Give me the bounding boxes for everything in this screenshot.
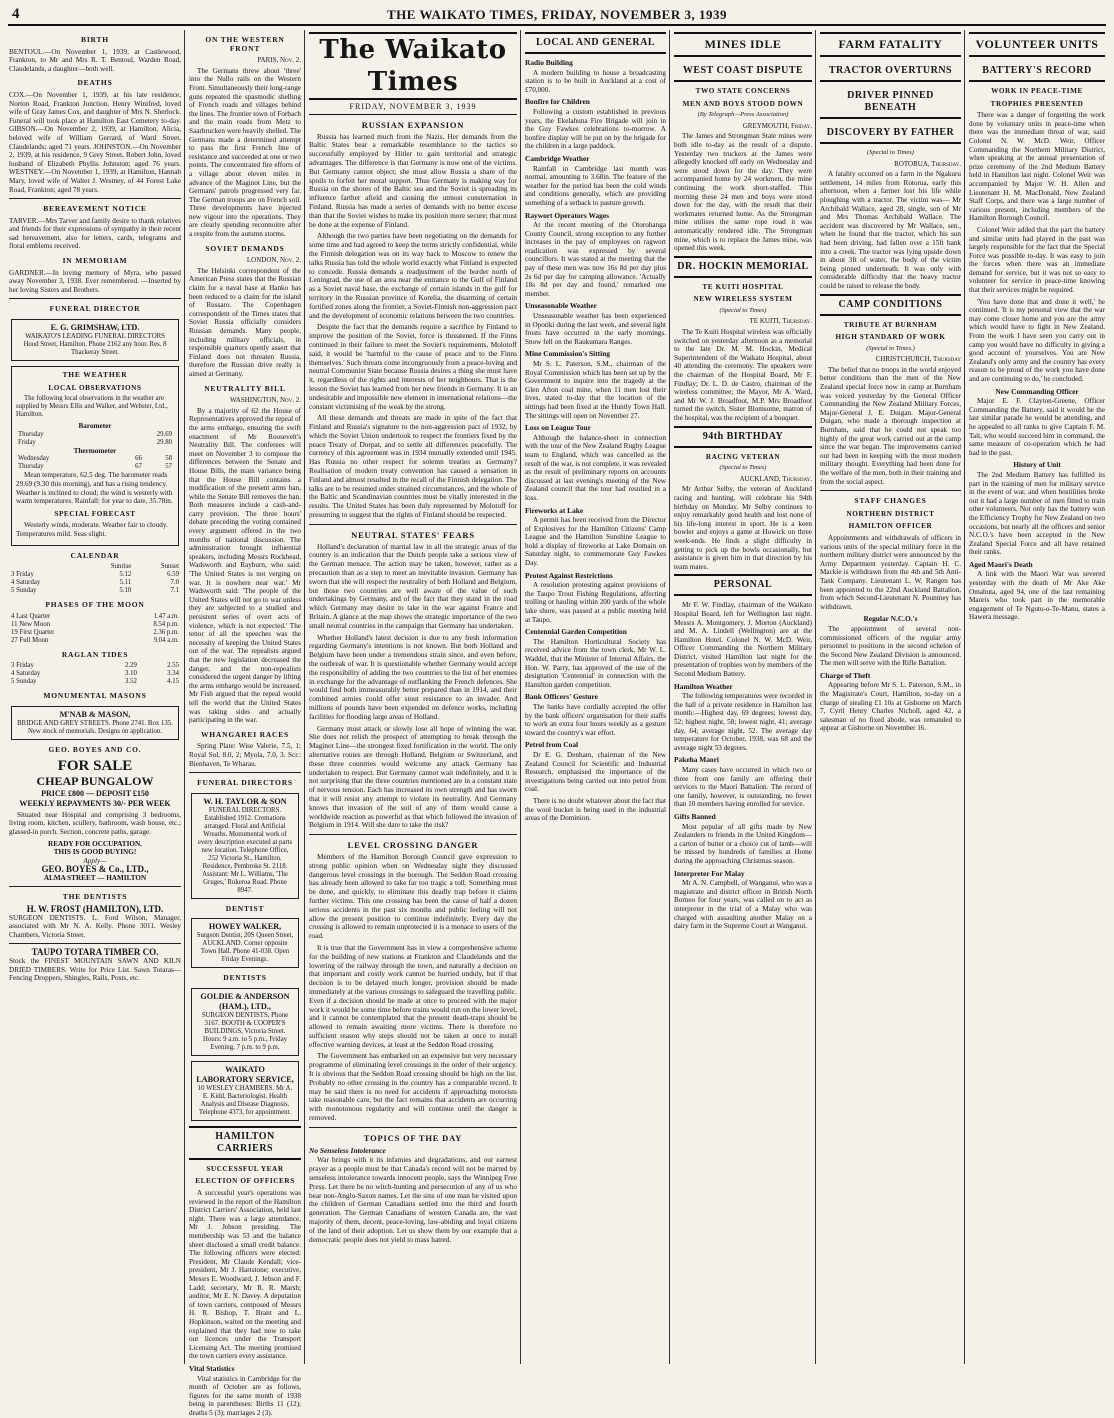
local-item: Raywort Operators Wages At the recent meeting of the Otorohanga County Council, strong exception to any further increases in the pay of employees on ragwort eradication was expressed by several councillors. It was stated at the meeting that the pay of these men was now 16s 8d per day plus 2s 6d per day for camping allowance. 'Actually 18s 8d per day and found,' remarked one member. bbox=[525, 210, 666, 298]
thermometer-table bbox=[16, 455, 174, 471]
local-item: Protest Against Restrictions A resolution protesting against provisions of the Taupo Trout Fishing Regulations, affecting trolling or hauling within 200 yards of the whole lake shore, was passed at a public meeting held at Taupo. bbox=[525, 570, 666, 624]
carriers-text: A successful year's operations was reviewed in the report of the Hamilton District Carriers' Association, held last night. There was a large attendance, Mr J. Jebson presiding. The membership was 53 and the balance sheet disclosed a small credit balance. The following officers were elected: President, Mr Claude Kendall; vice-president, Mr J. Hartstone; executive, Messrs E. Woodward, J. Jebson and F. Ladd; secretary, Mr R. R. Marsh; auditor, Mr E. N. Davey. A deputation of town carriers, composed of Messrs H. R. Bishop, T. Brant and L. Hopkinson, waited on the meeting and explained that they had now to take out licences under the Transport Licensing Act. The meeting promised the town carriers every assistance. bbox=[189, 1189, 301, 1361]
russian-para: All these demands and threats are made in spite of the fact that Finland and Russia's signature to the non-aggression pact of 1932, by which the Soviet Union undertook to respect the frontiers fixed by the peace Treaty of Dorpat, and to settle all differences peacefully. The currency of this agreement was in 1934 mutually extended until 1945. Has Russia no other respect for solemn treaties as Germany? Realisation of modern treaty convention has caused a sensation in Finland and almost resulted in the recall of the Finnish delegation. The talks are to be resumed under strained circumstances, and the whole of the Baltic and Scandinavian countries must be vitally interested in the results. The United States has been duly represented by Molotoff for presuming to suggest that the rights of Finland should be respected. bbox=[309, 413, 517, 520]
camp-dateline: CHRISTCHURCH, Thursday bbox=[875, 355, 961, 364]
mines-sub3: MEN AND BOYS STOOD DOWN bbox=[682, 99, 804, 108]
dentist-firm: H. W. FROST (HAMILTON), LTD. bbox=[26, 904, 164, 915]
farm-sub3: DISCOVERY BY FATHER bbox=[820, 124, 961, 144]
divider bbox=[189, 772, 301, 773]
camp-text: The belief that no troops in the world enjoyed better conditions than the men of the New Zealand special force now in camp at Burnham was voiced yesterday by the General Officer Commanding the New Zealand Military Forces, Major-General J. E. Duigan. Major-General Duigan, who made a thorough inspection at Burnham, said that he could not speak too highly of the great work carried out at the camp since the war began. The improvements carried out had been in keeping with the most modern military thought. Everything had been done for the welfare of the men, both in their training and from the social aspect. bbox=[820, 365, 961, 486]
local-item: Mine Commission's Sitting Mr S. L. Paterson, S.M., chairman of the Royal Commission which has been set up by the Government to inquire into the tragedy at the Glen Afton coal mine, when 11 men lost their lives, stated to-day that the location of the sittings had been fixed at the Huntly Town Hall. The sittings will open on November 27. bbox=[525, 349, 666, 420]
local-item: Cambridge Weather Rainfall in Cambridge last month was normal, amounting to 3.68in. The feature of the weather for the period has been the cold winds and conditions generally, which are providing something of a setback to pasture growth. bbox=[525, 153, 666, 207]
table-row: 3 Friday 2.29 2.55 bbox=[11, 662, 179, 670]
mines-sub2: TWO STATE CONCERNS bbox=[695, 87, 791, 95]
hockin-headline: DR. HOCKIN MEMORIAL bbox=[674, 256, 812, 278]
theft-text: Appearing before Mr S. L. Paterson, S.M., in the Magistrate's Court, Hamilton, to-day on a charge of stealing £1 10s at Gisborne on March 7, Cyril Henry Charles Nicholl, aged 42, a salesman of no fixed abode, was remanded to appear at Gisborne on November 16. bbox=[820, 681, 961, 733]
table-row: 3 Friday 5.12 6.59 bbox=[11, 571, 179, 579]
funeral-directors-heading: FUNERAL DIRECTORS bbox=[197, 778, 293, 788]
dentists-heading-2: DENTISTS bbox=[223, 973, 267, 983]
mines-text: The James and Strongman State mines were both idle to-day as the result of a dispute. Yesterday two truckers at the James were allegedly knocked off early on Wednesday and were stood down for the day. They were accompanied home by 24 workmen, the mine continuing the work short-staffed. This morning these 24 men and boys were stood down for the day, with the result that their workmates returned home. As the Strongman mine utilises the same rope road it was automatically rendered idle. The Strongman mine, which is to replace the James mine, was opened this week. bbox=[674, 132, 812, 253]
weather-heading: THE WEATHER bbox=[62, 370, 128, 380]
column-news-a bbox=[671, 30, 815, 1364]
crossing-para: The Government has embarked on an expensive but very necessary programme of eliminating level crossings in the order of their urgency. It is obvious that the Seddon Road crossing should be high on the list. Probably no other crossing in the country has a comparable record. It may be said there is no need for accidents if approaching motorists take reasonable care, but the fact remains that accidents are occurring with monotonous regularity and will continue until the danger is removed. bbox=[309, 1051, 517, 1123]
funeral-firm: E. G. GRIMSHAW, LTD. bbox=[50, 323, 140, 333]
table-row: Thursday 29.69 bbox=[18, 430, 172, 438]
taylor-firm: W. H. TAYLOR & SON bbox=[203, 796, 287, 806]
divider bbox=[9, 198, 181, 199]
moon-heading: PHASES OF THE MOON bbox=[45, 600, 145, 610]
memoriam-heading: IN MEMORIAM bbox=[62, 256, 128, 266]
local-item: Unseasonable Weather Unseasonable weather has been experienced in Opotiki during the last week, and several light frosts have occurred in the early mornings. Snow fell on the Raukumara Ranges. bbox=[525, 301, 666, 346]
column-rule bbox=[184, 30, 185, 1364]
news-item: Hamilton Weather The following temperatures were recorded in the hall of a private residence in Hamilton last month:—Highest day, 69 degrees; lowest day, 52; highest night, 58; lowest night, 41; average day, 64; average night, 52. The average day temperature for October, 1938, was 68 and the average night 53 degrees. bbox=[674, 681, 812, 752]
column-rule bbox=[669, 30, 670, 1364]
sale-good: THIS IS GOOD BUYING! bbox=[53, 848, 137, 857]
table-row: Thursday 67 57 bbox=[18, 463, 172, 471]
bereavement-text: TARVER.—Mrs Tarver and family desire to thank relatives and friends for their expressions of sympathy in their recent sad bereavement, also for letters, cards, telegrams and floral emblems received. bbox=[9, 216, 181, 251]
boyes-address: ALMA STREET — HAMILTON bbox=[43, 873, 147, 882]
birthday-sub: RACING VETERAN bbox=[705, 452, 781, 461]
volunteer-sub: BATTERY'S RECORD bbox=[969, 62, 1105, 82]
editorial-dateline: FRIDAY, NOVEMBER 3, 1939 bbox=[309, 103, 517, 115]
volunteer-para: 'You have done that and done it well,' he continued. 'It is my personal view that the war may come closer home and you are the army which would have to fight in New Zealand. From the work I have seen you carry out in camp you would have no difficulty in giving a good account of yourselves. You are New Zealand's only army and the country has every reason to be proud of the work you have done and are continuing to do,' he concluded. bbox=[969, 297, 1105, 383]
staff-heading: STAFF CHANGES bbox=[854, 496, 927, 506]
table-row: 4 Saturday 3.10 3.34 bbox=[11, 670, 179, 678]
column-rule bbox=[520, 30, 521, 1364]
history-text: The 2nd Medium Battery has fulfilled its part in the training of men for military service in the event of war, and when hostilities broke out it had a large number of men fitted to train other volunteers. Not only has the battery won the Efficiency Trophy for New Zealand on two occasions, but nearly all the officers and senior N.C.O.'s have been accepted in the New Zealand Special Force and all have retained their ranks. bbox=[969, 470, 1105, 557]
carriers-headline: HAMILTON CARRIERS bbox=[189, 1126, 301, 1160]
russian-para: Russia has learned much from the Nazis. Her demands from the Baltic States bear a remarkable resemblance to the tactics so successfully employed by Hitler to gain territorial and strategic advantages. The difference is that Germany is now one of the victims. But Germany cannot object; she must allow Russia a share of the spoils to forfeit her moral support. Thus Germany is making way for Russia on the shores of the Baltic sea and the Soviet is spreading its influence farther afield and causing the utmost consternation in Finland. Russia has made a series of demands with no better excuse than that the Soviet wishes to make its position more secure; that must be done at the expense of Finland. bbox=[309, 131, 517, 229]
weather-subheading: LOCAL OBSERVATIONS bbox=[48, 383, 142, 392]
farm-headline: FARM FATALITY bbox=[820, 32, 961, 57]
carriers-subheading: SUCCESSFUL YEAR bbox=[206, 1164, 284, 1173]
neutral-heading: NEUTRAL STATES' FEARS bbox=[351, 529, 475, 540]
divider bbox=[309, 834, 517, 835]
hockin-sub2: NEW WIRELESS SYSTEM bbox=[693, 295, 793, 304]
table-row: Sunrise Sunset bbox=[110, 563, 179, 571]
neutrality-heading: NEUTRALITY BILL bbox=[204, 383, 286, 393]
staff-text: Appointments and withdrawals of officers in various units of the special military force in the northern military district were announced by the Army Department yesterday. Captain H. C. Mackie is withdrawn from the 4th and 5th Anti-Tank Company. Lieutenant L. W. Rangen has been appointed to the 22nd Auckland Battalion, from which Second-Lieutenant N. Pountney has withdrawn. bbox=[820, 533, 961, 611]
camp-sub2: HIGH STANDARD OF WORK bbox=[835, 333, 946, 342]
mines-subheadline: WEST COAST DISPUTE bbox=[674, 62, 812, 82]
table-row: 19 First Quarter 2.36 p.m. bbox=[11, 628, 179, 636]
taylor-ad bbox=[191, 793, 299, 899]
sale-line2: PRICE £800 — DEPOSIT £150 bbox=[41, 788, 149, 798]
carriers-subheading-2: ELECTION OF OFFICERS bbox=[195, 1177, 295, 1186]
mines-credit: (By Telegraph—Press Association) bbox=[697, 111, 789, 119]
neutral-para: Holland's declaration of martial law in all the strategic areas of the country is an indication that the Dutch people take a serious view of the German menace. The action may be taken, however, rather as a precaution than as a step to meet an inevitable invasion. Germany has sworn that she will respect the neutrality of both Holland and Belgium, but those two countries are well aware of the value of such undertakings by Germany, and of the fact that they stand in the road which Germany may desire to take in the war against France and Britain. A glance at the map shows the strategic importance of the two small neutral countries in the campaign that Germany has undertaken. bbox=[309, 541, 517, 630]
local-closing: There is no doubt whatever about the fact that the wool bucket is being used in the industrial areas of the Dominion. bbox=[525, 796, 666, 823]
howey-firm: HOWEY WALKER, bbox=[208, 922, 282, 932]
column-news-c bbox=[966, 30, 1108, 1364]
monumental-heading: MONUMENTAL MASONS bbox=[43, 691, 147, 701]
dentist-heading: DENTIST bbox=[225, 903, 265, 913]
taylor-assistant: Assistant: Mr L. Williams, 'The Gruges,' Rukeroa Road. Phone 8947. bbox=[202, 870, 288, 894]
mines-headline: MINES IDLE bbox=[674, 32, 812, 57]
weather-intro: The following local observations in the weather are supplied by Messrs Ellis and Walker, and Webster, Ltd., Hamilton. bbox=[16, 395, 168, 419]
goldie-ad bbox=[191, 988, 299, 1056]
farm-credit: (Special to Times) bbox=[867, 149, 914, 156]
goldie-firm: GOLDIE & ANDERSON (HAM.), LTD., bbox=[200, 991, 290, 1011]
funeral-ad bbox=[11, 319, 179, 361]
waikato-lab-text: 10 WESLEY CHAMBERS. Mr A. E. Kidd, Bacteriologist. Health Analysis and Disease Diagnosis. Telephone 4373, for appointment. bbox=[197, 1084, 293, 1116]
goldie-text: SURGEON DENTISTS, Phone 3167. BOOTH & COOPER'S BUILDINGS, Victoria Street. Hours: 9 a.m. to 5 p.m., Friday Evening, 7 p.m. to 9 p.m. bbox=[201, 1011, 289, 1051]
staff-sub2: HAMILTON OFFICER bbox=[848, 522, 933, 531]
column-rule bbox=[815, 30, 816, 1364]
weather-text: Mean temperature, 62.5 deg. The barometer reads 29.69 (9.30 this morning), and has a rising tendency. Weather is inclined to cloud; the wind is westerly with warm temperatures. Rainfall: for year to date, 35.78in. bbox=[16, 471, 173, 506]
page-number: 4 bbox=[12, 6, 20, 22]
crossing-heading: LEVEL CROSSING DANGER bbox=[347, 840, 479, 851]
personal-headline: PERSONAL bbox=[674, 574, 812, 596]
new-commanding-text: Major E. F. Clayton-Greene, Officer Commanding the Battery, said it would be the last similar parade he would be attending, and he appealed to all ranks to give Captain F. M. Tait, who would succeed him in command, the same measure of co-operation which he had had in the past. bbox=[969, 397, 1105, 457]
history-heading: History of Unit bbox=[1013, 460, 1061, 470]
local-item: Radio Building A modern building to house a broadcasting station is to be built in Auckland at a cost of £70,000. bbox=[525, 58, 666, 94]
new-commanding-heading: New Commanding Officer bbox=[995, 386, 1079, 396]
timber-firm: TAUPO TOTARA TIMBER CO. bbox=[31, 947, 159, 958]
divider bbox=[9, 298, 181, 299]
column-rule bbox=[964, 30, 965, 1364]
news-item: Gifts Banned Most popular of all gifts made by New Zealanders to friends in the United Kingdom—a carton of butter or a choice cut of lamb—will be missed by hundreds of families at Home during the approaching Christmas season. bbox=[674, 811, 812, 865]
news-item: Pakeha Maori Many cases have occurred in which two or three from one family are offering their services to the Maori Battalion. The record of one family, however, is outstanding, no fewer than 10 members having enrolled for service. bbox=[674, 755, 812, 809]
local-item: Centennial Garden Competition The Hamilton Horticultural Society has received advice from the town clerk, Mr W. L. Waddel, that the Minister of Internal Affairs, the Hon. W. Parry, has approved of the use of the designation 'Centennial' in connection with the Hamilton garden competition. bbox=[525, 627, 666, 689]
crossing-para: It is true that the Government has in view a comprehensive scheme for the building of new stations at Frankton and Claudelands and the lowering of the railway through the town, and naturally a decision on that important and costly work cannot be hurried unduly, but if that decision is to be delayed much longer, provision should be made immediately at the various crossings to safeguard the travelling public. Even if a decision should be made at once to proceed with the major work it would be some time before trains would run on the lower level, and it cannot be contemplated that the present death-traps should be allowed to remain awaiting more victims. There is therefore no sufficient reason why steps should not be taken at once to install effective warning devices, at least at the Seddon Road crossing. bbox=[309, 942, 517, 1049]
volunteer-para: Colonel Weir added that the part the battery and similar units had played in the past was largely responsible for the fact that the Special Force was possible to-day. It was easy to join the forces when there was an immediate demand for service, but it was not so easy to volunteer for service in peace-time knowing that their services might be required. bbox=[969, 225, 1105, 295]
waikato-lab-ad bbox=[191, 1061, 299, 1121]
divider bbox=[9, 886, 181, 887]
monument-ad bbox=[11, 706, 179, 740]
front-dateline: PARIS, Nov. 2. bbox=[257, 56, 301, 65]
dentists-heading: THE DENTISTS bbox=[62, 892, 128, 902]
staff-sub: NORTHERN DISTRICT bbox=[846, 509, 935, 518]
funeral-sub: WAIKATO'S LEADING FUNERAL DIRECTORS bbox=[25, 333, 165, 341]
camp-sub: TRIBUTE AT BURNHAM bbox=[843, 320, 938, 329]
births-heading: BIRTH bbox=[81, 35, 109, 44]
barometer-table bbox=[16, 431, 174, 447]
calendar-table bbox=[9, 563, 181, 595]
special-forecast-text: Westerly winds, moderate. Weather fair to cloudy. Temperatures mild. Seas slight. bbox=[16, 521, 168, 538]
howey-ad bbox=[191, 918, 299, 968]
monument-firm: M'NAB & MASON, bbox=[59, 709, 131, 719]
russian-para: Although the two parties have been negotiating on the demands for some time and had agreed to keep the terms strictly confidential, while the Finnish delegation was on its way back to Moscow to renew the talks Russia has told the whole world exactly what Finland is expected to concede. Russia demands a readjustment of the border north of Leningrad, the use of an area near the entrance to the Gulf of Finland as a Soviet naval base, the exchange of certain islands in the gulf for territory in the Russian province of Korelia, the disarming of certain fortified zones along the frontier, a Soviet-Finnish non-aggression pact and the development of economic relations between the two countries. bbox=[309, 231, 517, 320]
boyes-firm: GEO. BOYES & Co., LTD., bbox=[41, 864, 149, 875]
vital-heading: Vital Statistics bbox=[189, 1363, 235, 1373]
divider bbox=[9, 943, 181, 944]
howey-text: Surgeon Dentist, 20S Queen Street, AUCKLAND. Corner opposite Town Hall. Phone 41-038. Open Friday Evenings. bbox=[196, 932, 294, 964]
column-cables bbox=[186, 30, 304, 1417]
calendar-heading: CALENDAR bbox=[70, 550, 120, 560]
local-heading: LOCAL AND GENERAL bbox=[525, 32, 666, 54]
bereavement-heading: BEREAVEMENT NOTICE bbox=[43, 204, 147, 214]
nco-text: The appointment of several non-commissioned officers of the regular army personnel to positions in the second echelon of the Second New Zealand Division is announced. The men will serve with the Rifle Battalion. bbox=[820, 624, 961, 668]
topics-heading: TOPICS OF THE DAY bbox=[363, 1132, 463, 1143]
sale-text: Situated near Hospital and comprising 3 bedrooms, living room, kitchen, scullery, bathroom, wash house, etc.; glassed-in porch. Section, concrete paths, garage. bbox=[9, 810, 181, 836]
barometer-label: Barometer bbox=[78, 422, 112, 431]
table-row: 27 Full Moon 9.04 a.m. bbox=[11, 636, 179, 644]
divider bbox=[309, 524, 517, 525]
table-row: Friday 29.80 bbox=[18, 438, 172, 446]
table-row: 4 Last Quarter 1.47 a.m. bbox=[11, 612, 179, 620]
taylor-text: FUNERAL DIRECTORS. Established 1912. Cremations arranged. Floral and Artificial Wreaths. Monumental work of every description executed at parts new location. Telephone Office, 252 Victoria St., Hamilton. Residence, Pembroke St. 2118. bbox=[197, 806, 293, 870]
table-row: 5 Sunday 5.10 7.1 bbox=[11, 587, 179, 595]
page-title: THE WAIKATO TIMES, FRIDAY, NOVEMBER 3, 1939 bbox=[387, 7, 727, 22]
hockin-text: The Te Kuiti Hospital wireless was officially switched on yesterday afternoon as a memorial to the late Dr. M. M. Hockin, Medical Superintendent of the Waikato Hospital, about 40 attending the ceremony. The speakers were the chairman of the Hospital Board, Mr F. Findlay; Dr. L. D. de Castro, chairman of the wireless committee; the Mayor, Mr A. Ward, and Mr W. J. Broadfoot, M.P. Mrs Broadfoot turned the switch. Sister Blomsome, matron of the hospital, was the recipient of a bouquet. bbox=[674, 328, 812, 422]
news-item: Interpreter For Malay Mr A. N. Campbell, of Wanganui, who was a magistrate and district officer in British North Borneo for four years, was called on to act as interpreter in the trial of a Malay who was charged with assaulting another Malay on a dairy farm in the Supreme Court at Wanganui. bbox=[674, 868, 812, 931]
soviet-text: The Helsinki correspondent of the American Press states that the Russian claim for a naval base at Hanko has been reduced to a claim for the island of Russaro. The Copenhagen correspondent of the Times states that Soviet Russia officially considers Russian demands. Many people, including military officials, in responsible quarters openly assert that Finland does not threaten Russia, therefore the Russian drive really is aimed at Germany. bbox=[189, 266, 301, 378]
boyes-heading: GEO. BOYES AND CO. bbox=[48, 744, 142, 754]
local-item: Bonfire for Children Following a custom established in previous years, the Ekelahuna Fire Brigade will join in the Guy Fawkes celebrations to-morrow. A bonfire display will be put on by the brigade for the children in a large paddock. bbox=[525, 97, 666, 151]
maori-death-heading: Aged Maori's Death bbox=[969, 559, 1033, 569]
volunteer-headline: VOLUNTEER UNITS bbox=[969, 32, 1105, 57]
column-notices bbox=[6, 30, 184, 1364]
births-text: BENTOUL.—On November 1, 1939, at Castlewood, Frankton, to Mr and Mrs R. T. Bentoul, Warden Road, Claudelands, a daughter—both well. bbox=[9, 47, 181, 73]
crossing-para: Members of the Hamilton Borough Council gave expression to strong public opinion when on Wednesday night they discussed dangerous level crossings in the borough. The Seddon Road crossing has already been allowed to take far too tragic a toll. Something must be done, and quickly, to eliminate this deadly trap before it claims further victims. This one crossing has been the cause of half a dozen serious accidents in the past six months and public feeling will not allow the present position to continue indefinitely. Every day the crossing is allowed to remain unprotected it is a menace to users of the road. bbox=[309, 851, 517, 941]
special-forecast-heading: SPECIAL FORECAST bbox=[54, 509, 136, 518]
personal-text: Mr F. W. Findlay, chairman of the Waikato Hospital Board, left for Wellington last night. Messrs A. Montgomery, J. Morton (Auckland) and M. A. Lindell (Wellington) are at the Hamilton Hotel. Colonel N. W. McD. Weir, Officer Commanding the Northern Military District, visited Hamilton last night for the presentation of trophies won by members of the Second Medium Battery. bbox=[674, 601, 812, 679]
farm-dateline: ROTORUA, Thursday. bbox=[894, 159, 961, 168]
neutral-para: Whether Holland's latest decision is due to any fresh information regarding Germany's intentions is not known. But both Holland and Belgium have been under a tremendous strain since, and even before, the outbreak of war. It is questionable whether Germany would accept the responsibility of adding the two countries to the list of her enemies in exchange for the advantage of outflanking the French defences. She would find both immeasurably better prepared than in 1914, and their combined armies could offer stout resistance to an invader. And millions of pounds have been expended on defence works, including facilities for flooding large areas of Holland. bbox=[309, 632, 517, 721]
front-heading: ON THE WESTERN FRONT bbox=[205, 35, 285, 53]
column-rule bbox=[304, 30, 305, 1364]
topics-subheading: No Senseless Intolerance bbox=[309, 1145, 386, 1155]
birthday-dateline: AUCKLAND, Thursday. bbox=[739, 474, 812, 483]
neutral-para: Germany must attack or slowly lose all hope of winning the war. She does not relish the prospect of attempting to break through the Maginot Line—the strongest fixed fortification in the world. The only alternative routes are through Holland, Belgium or Switzerland, and these three countries would welcome any attack Germany has undertaken to respect. But Germany cannot wait indefinitely, and it is not surprising that the three countries mentioned are in a constant state of nervous tension. Each has increased its own strength and has sworn that it will resist any attempt to violate its neutrality. And Germany knows that invasion of the soil of any of them would cause a worldwide reaction as powerful as that which followed the invasion of Belgium in 1914. Will she dare to take the risk? bbox=[309, 723, 517, 830]
sale-ready: READY FOR OCCUPATION. bbox=[48, 839, 142, 848]
tides-heading: RAGLAN TIDES bbox=[61, 649, 129, 659]
local-item: Loss on League Tour Although the balance-sheet in connection with the tour of the New Zealand Rugby League team to England, which was cancelled as the result of the war, is not complete, it was revealed as the result of preliminary reports on accounts discussed at last evening's meeting of the New Zealand council that the tour had resulted in a loss. bbox=[525, 423, 666, 502]
sale-line3: WEEKLY REPAYMENTS 30/- PER WEEK bbox=[19, 799, 171, 809]
divider bbox=[820, 490, 961, 491]
volunteer-sub2: WORK IN PEACE-TIME bbox=[991, 87, 1083, 95]
deaths-text: COX.—On November 1, 1939, at his late residence, Norton Road, Frankton Junction, Henry Winifred, loved wife of Gray James Cox, and daughter of Mrs N. Sherlock. Funeral will took place at Hamilton East Cemetery to-day. GIBSON.—On November 2, 1939, at Hamilton, Alicia, beloved wife of William Gerrard, of Ward Street, Claudelands; aged 71 years. JOHNSTON.—On November 2, 1939, at his residence, 9 Grey Street, Robert John, loved husband of Elizabeth Phyllis Johnston; aged 76 years. WESTNEY.—On November 1, 1939, at Hamilton, Hannah Mary, loved wife of Walter J. Westney, of 44 Forest Lake Road, Frankton; aged 78 years. bbox=[9, 90, 181, 194]
sale-line1: CHEAP BUNGALOW bbox=[36, 773, 154, 788]
weather-box bbox=[11, 366, 179, 546]
mines-dateline: GREYMOUTH, Friday. bbox=[742, 121, 812, 130]
camp-credit: (Special to Times.) bbox=[866, 344, 915, 352]
column-editorial bbox=[306, 30, 520, 1364]
topics-text: War brings with it its infamies and degradations, and our earnest prayer as a people must be that Canada's record will not be marred by senseless intolerance towards innocent people, says the Winnipeg Free Press. Let there be no witch-hunting and persecution of any of us who bear non-Anglo-Saxon names. Let the sins of one man be visited upon the children of German Canadians settled into the third and fourth generation. The German Canadians of western Canada are, the vast majority of them, decent, peace-loving, law-abiding and loyal citizens of the land of their adoption. Let us show them by our example that a democratic people does not yield to mass hatred. bbox=[309, 1155, 517, 1244]
thermometer-label: Thermometer bbox=[73, 446, 117, 455]
whangarei-heading: WHANGAREI RACES bbox=[200, 729, 290, 739]
front-text: The Germans threw about 'three' into the Nullo rails on the Western Front. Simultaneously their long-range guns repeated the spasmodic shelling of French roads and villages behind the lines. The frontier town of Forbach and the main roads from Metz to Saarbrucken were heavily shelled. The Germans made a determined attempt to pass the first French line of resistance and succeeded at one or two points. The concentrated fire efforts of a village about eleven miles in advance of the Maginot Line, but the Germans' patrols progressed very far. The German troops are on French soil. Three developments have injected new vigour into the operations. They are clearly spending reconnoitre after a respite from the autumn storms. bbox=[189, 66, 301, 239]
column-local bbox=[522, 30, 669, 1364]
camp-headline: CAMP CONDITIONS bbox=[820, 294, 961, 316]
memoriam-text: GARDNER.—In loving memory of Myra, who passed away November 3, 1938. Ever remembered. —Inserted by her loving Sisters and Brothers. bbox=[9, 268, 181, 294]
neutrality-text: By a majority of 62 the House of Representatives approved the repeal of the arms embargo, ensuring the swift enactment of Mr Roosevelt's Neutrality Bill. The conferees will meet on November 3 to compose the differences between the Senate and House Bills, the main variance being that the House Bill contains a modification of the present arms ban, while the Senate Bill removes the ban. Both measures include a cash-and-carry provision. The three hours' debate preceding the voting contained every argument offered in the two months of national discussion. The administration brought influential speakers, including Messrs Rockhead, Wadsworth and Rayburn, who said: 'The United States is not verging on war. It is nowhere near war.' Mr Wadsworth said: 'The people of the United States will not go to war unless they are subjected to a studied and persistent series of overt acts of violence, which is not expected.' The tenor of all the speeches was the necessity of keeping the United States out of the war. The repealists argued that the new legislation decreased the danger, and the non-repealists considered the urgent danger by lifting the arms embargo would be increased. Mr Fish argued that the repeal would tell the world that the United States was taking sides and actually participating in the war. bbox=[189, 406, 301, 725]
tides-table bbox=[9, 662, 181, 686]
volunteer-sub3: TROPHIES PRESENTED bbox=[990, 99, 1084, 108]
sale-apply: Apply— bbox=[83, 856, 107, 865]
page-header bbox=[8, 6, 1106, 26]
hockin-credit: (Special to Times) bbox=[719, 306, 767, 314]
divider bbox=[309, 1127, 517, 1128]
local-item: Bank Officers' Gesture The banks have cordially accepted the offer by the bank officers' organisation for their staffs to work an extra four hours weekly as a gesture toward the country's war effort. bbox=[525, 692, 666, 737]
farm-sub: TRACTOR OVERTURNS bbox=[820, 62, 961, 82]
birthday-credit: (Special to Times) bbox=[719, 464, 767, 472]
soviet-dateline: LONDON, Nov. 2. bbox=[246, 256, 301, 265]
local-item: Fireworks at Lake A permit has been received from the Director of Explosives for the Hamilton Citizens' Camp League and the Hamilton Sunshine League to hold a display of fireworks at Lake Domain on Saturday night, to commemorate Guy Fawkes Day. bbox=[525, 505, 666, 568]
hockin-dateline: TE KUITI, Thursday. bbox=[749, 317, 812, 326]
monument-text: BRIDGE AND GREY STREETS. Phone 2741. Box 135. New stock of memorials. Designs on application. bbox=[17, 719, 173, 735]
theft-heading: Charge of Theft bbox=[820, 670, 871, 680]
table-row: 5 Sunday 3.52 4.15 bbox=[11, 678, 179, 686]
table-row: 4 Saturday 5.11 7.0 bbox=[11, 579, 179, 587]
whangarei-text: Spring Plate: Wise Valerie, 7.5, 1; Royal Sol, 8.0, 2; Myola, 7.0, 3. Scr.: Bienhaven, Te Wharau. bbox=[189, 742, 301, 768]
farm-text: A fatality occurred on a farm in the Ngakuru settlement, 14 miles from Rotorua, early this afternoon, when a farmer lost his life while ploughing with a tractor. The victim was— Mr Archibald Wallace, aged 28, single, son of Mr and Mrs Thomas Archibald Wallace. The accident was discovered by Mr Wallace, sen., when he found that the tractor, which his son had been driving, had fallen over a 15ft bank into a creek. The tractor was lying upside down in about 3ft of water, the body of the victim being pinned underneath. It was only with considerable difficulty that the heavy tractor could be raised to release the body. bbox=[820, 170, 961, 290]
deaths-heading: DEATHS bbox=[77, 78, 113, 88]
russian-para: Despite the fact that the demands require a sacrifice by Finland to improve the position of the Soviet, force is threatened. If the Finns continued in their failure to meet the Soviet's requirements, Molotoff said, it would be 'harmful to the cause of peace and to the Finns themselves.' Such threats come incongruously from a peace-loving and neutral Communist State because Russia desires a thing she must have it, regardless of the rights and interests of her neighbours. That is the lesson the Soviet has learned from her new friends in Germany. It is an undesirable and impossible new element in international relations—the constant victimising of the weak by the strong. bbox=[309, 322, 517, 411]
farm-sub2: DRIVER PINNED BENEATH bbox=[820, 87, 961, 119]
funeral-heading: FUNERAL DIRECTOR bbox=[49, 304, 141, 314]
local-item: Petrol from Coal Dr E. G. Denham, chairman of the New Zealand Council for Scientific and Industrial Research, emphasised the importance of the investigations being carried out into petrol from coal. bbox=[525, 740, 666, 794]
soviet-heading: SOVIET DEMANDS bbox=[205, 243, 285, 253]
column-news-b bbox=[817, 30, 964, 1364]
hockin-sub: TE KUITI HOSPITAL bbox=[702, 282, 784, 291]
moon-table bbox=[9, 613, 181, 645]
waikato-lab-firm: WAIKATO LABORATORY SERVICE, bbox=[196, 1064, 294, 1084]
maori-death-text: A link with the Maori War was severed yesterday with the death of Mr Ake Ake Omahuta, aged 94, one of the last remaining Maoris who took part in the memorable engagement of Te Ngutu-o-Te-Manu, states a Hawera message. bbox=[969, 570, 1105, 622]
table-row: Wednesday 66 58 bbox=[18, 455, 172, 463]
volunteer-para: There was a danger of forgetting the work done by voluntary units in peace-time when there was the immediate threat of war, said Colonel N. W. McD. Weir, Officer Commanding the Northern Military District, when speaking at the annual presentation of prize ceremony of the 2nd Medium Battery held in Hamilton last night. Colonel Weir was accompanied by Major W. H. Allen and Lieutenant H. M. MacDonald, New Zealand Staff Corps, and there was a large number of various present, including members of the Hamilton Borough Council. bbox=[969, 111, 1105, 223]
birthday-headline: 94th BIRTHDAY bbox=[674, 426, 812, 448]
funeral-address: Hood Street, Hamilton. Phone 2162 any hour. Res. 8 Thackeray Street. bbox=[23, 341, 167, 357]
vital-text: Vital statistics in Cambridge for the month of October are as follows, figures for the same month of 1938 being in parentheses: Births 11 (12); deaths 5 (3); marriages 2 (3). bbox=[189, 1374, 301, 1417]
timber-text: Stock the FINEST MOUNTAIN SAWN AND KILN DRIED TIMBERS. Write for Price List. Sawn Totaras—Fencing Droppers, Shingles, Rails, Posts, etc. bbox=[9, 957, 181, 983]
neutrality-dateline: WASHINGTON, Nov. 2. bbox=[229, 396, 301, 405]
birthday-text: Mr Arthur Selby, the veteran of Auckland racing and hunting, will celebrate his 94th birthday on Monday. Mr Selby continues to enjoy remarkably good health and lost none of his life-long interest in sport. He is a keen bowler and enjoys a game at Howick on three week-ends. He finds a slight difficulty in getting to pick up the bowls occasionally, but assistance is given him in that direction by his team mates. bbox=[674, 485, 812, 571]
table-row: 11 New Moon 8.54 p.m. bbox=[11, 620, 179, 628]
dentist-text: SURGEON DENTISTS. L. Ford Wilson, Manager, associated with Mr N. A. Kelly. Phone 3011. Wesley Chambers, Victoria Street. bbox=[9, 913, 181, 939]
russian-heading: RUSSIAN EXPANSION bbox=[361, 119, 465, 130]
nco-heading: Regular N.C.O.'s bbox=[863, 614, 918, 624]
sale-title: FOR SALE bbox=[57, 757, 133, 774]
masthead: The Waikato Times bbox=[309, 32, 517, 100]
